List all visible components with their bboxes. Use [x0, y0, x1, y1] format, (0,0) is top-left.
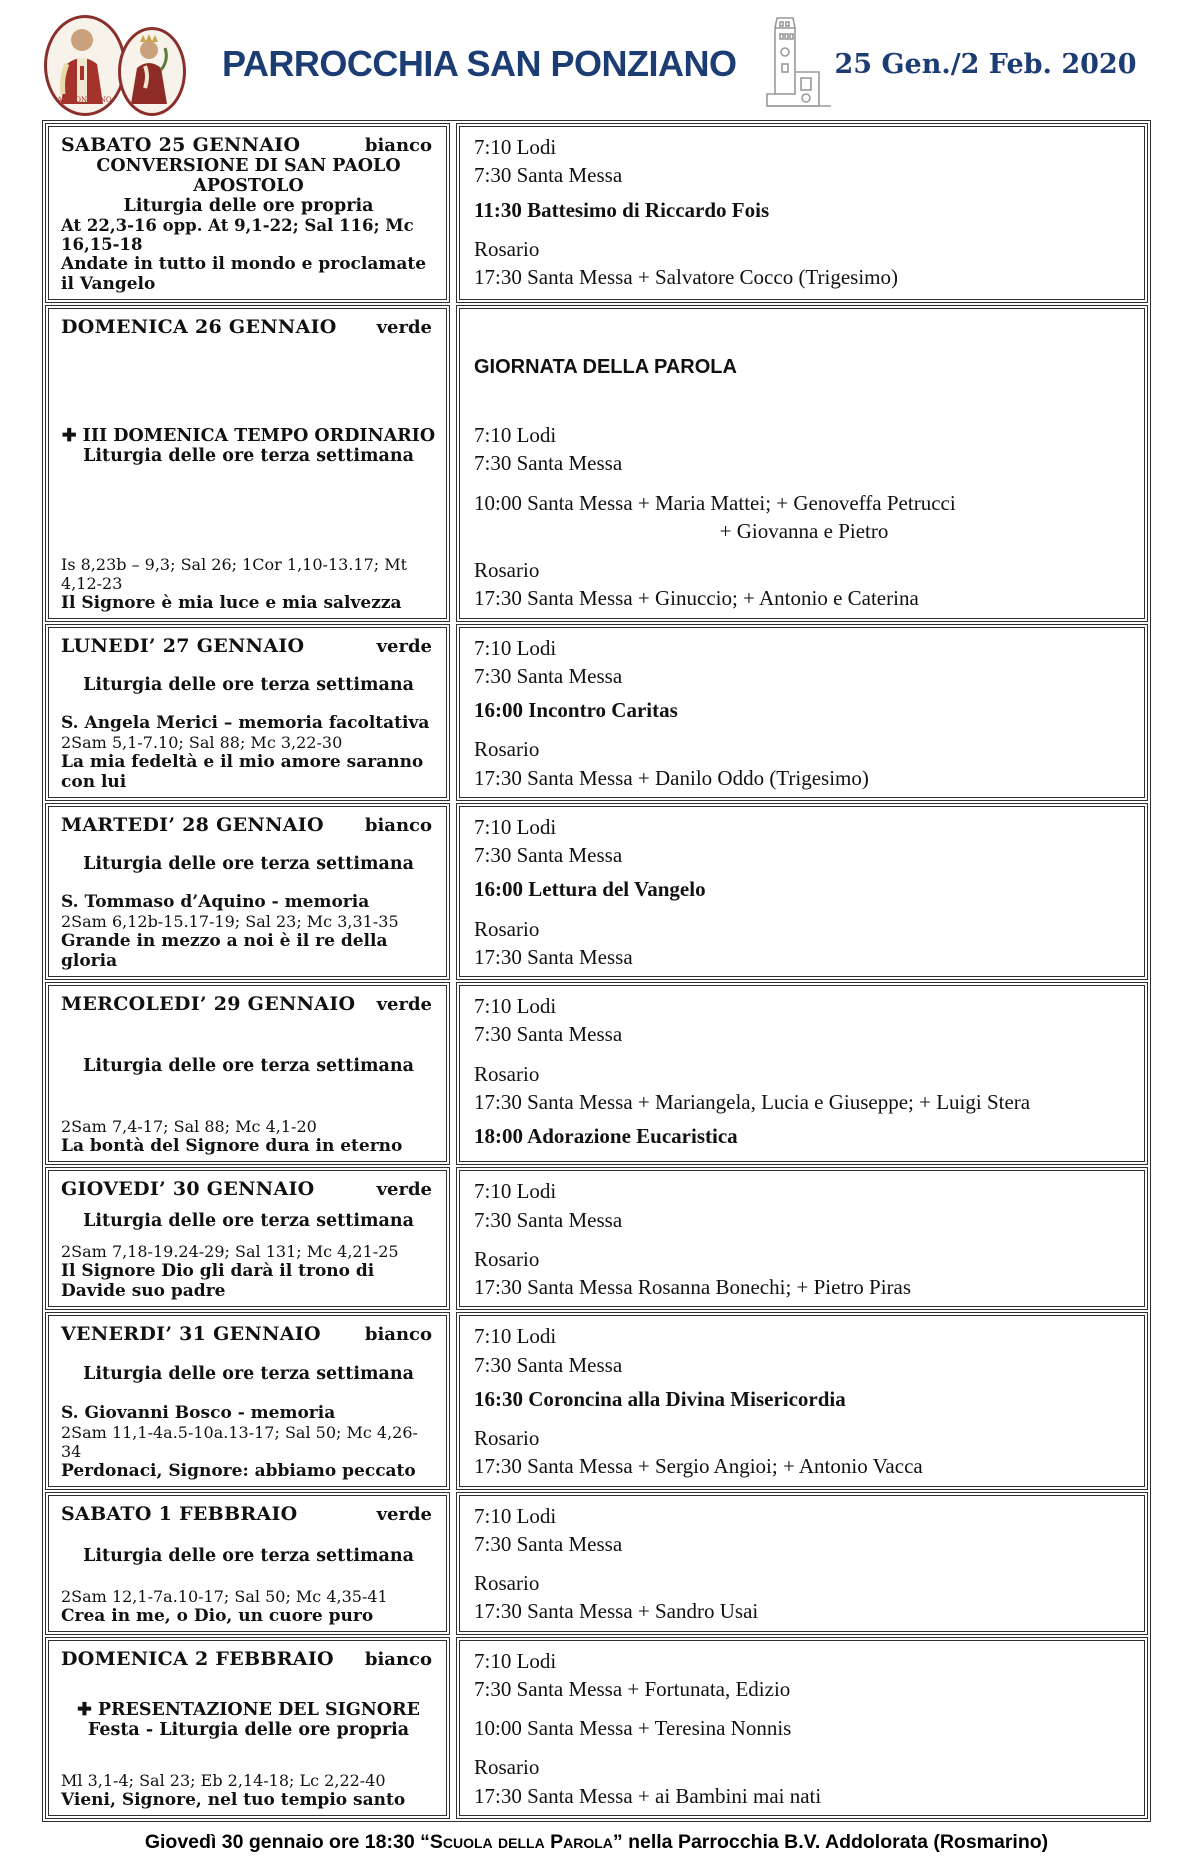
day-info-cell: [45, 1637, 450, 1819]
liturgical-color: verde: [376, 317, 432, 338]
day-events-cell: [456, 1167, 1148, 1310]
day-info-cell: [45, 123, 450, 303]
event-line: 7:30 Santa Messa: [474, 843, 623, 867]
event-line: 7:30 Santa Messa: [474, 1207, 623, 1232]
crowned-saint-medallion-icon: [118, 27, 186, 116]
antiphon: La mia fedeltà e il mio amore saranno con lui: [61, 751, 424, 792]
readings: 2Sam 5,1-7.10; Sal 88; Mc 3,22-30: [61, 732, 343, 752]
readings: 2Sam 12,1-7a.10-17; Sal 50; Mc 4,35-41: [61, 1586, 388, 1606]
event-line: 17:30 Santa Messa + Danilo Oddo (Trigesimo): [474, 765, 869, 790]
event-line: 17:30 Santa Messa + Sandro Usai: [474, 1599, 759, 1624]
liturgical-color: verde: [376, 1503, 432, 1525]
day-info-cell: [45, 1312, 450, 1489]
day-events-cell: [456, 1492, 1148, 1635]
readings-block: [61, 216, 436, 294]
memoria: S. Tommaso d’Aquino - memoria: [61, 892, 370, 912]
readings: At 22,3-16 opp. At 9,1-22; Sal 116; Mc 16,15-18: [61, 216, 414, 254]
event-line: 7:10 Lodi: [474, 1179, 557, 1204]
day-header: [61, 134, 436, 156]
day-row: [45, 123, 1148, 303]
event-line: Rosario: [474, 737, 540, 762]
event-line: 17:30 Santa Messa + Sergio Angioi; + Antonio Vacca: [474, 1454, 923, 1479]
memoria: S. Giovanni Bosco - memoria: [61, 1402, 336, 1423]
feast-block: [61, 1546, 436, 1566]
event-line: 16:30 Coroncina alla Divina Misericordia: [474, 1386, 846, 1411]
antiphon: Il Signore è mia luce e mia salvezza: [61, 592, 402, 613]
day-info-cell: [45, 624, 450, 801]
day-events-cell: [456, 803, 1148, 980]
readings: 2Sam 7,4-17; Sal 88; Mc 4,1-20: [61, 1117, 317, 1137]
liturgical-color: verde: [376, 994, 432, 1015]
event-line: 7:10 Lodi: [474, 635, 557, 660]
page-title: PARROCCHIA SAN PONZIANO: [222, 43, 737, 84]
antiphon: Perdonaci, Signore: abbiamo peccato: [61, 1460, 416, 1481]
event-line: 7:30 Santa Messa: [474, 663, 623, 688]
day-header: [61, 814, 436, 836]
day-row: [45, 1492, 1148, 1635]
liturgical-color: bianco: [364, 1324, 432, 1346]
readings-block: [61, 1117, 436, 1156]
event-line: + Giovanna e Pietro: [719, 518, 889, 543]
bulletin-header: [42, 12, 1151, 116]
antiphon: La bontà del Signore dura in eterno: [61, 1136, 403, 1157]
readings-block: [61, 555, 436, 613]
day-name: VENERDI’ 31 GENNAIO: [61, 1323, 321, 1346]
feast-block: [61, 1056, 436, 1076]
event-line: 7:10 Lodi: [474, 1324, 557, 1349]
feast-title: ✚ III DOMENICA TEMPO ORDINARIO: [61, 426, 436, 447]
event-line: GIORNATA DELLA PAROLA: [474, 355, 737, 378]
day-row: [45, 1167, 1148, 1310]
liturgy-note: Festa - Liturgia delle ore propria: [87, 1720, 410, 1741]
event-line: Rosario: [474, 1246, 540, 1271]
feast-block: [61, 426, 436, 466]
church-tower-icon: [753, 14, 835, 114]
saint-pontian-medallion-icon: [44, 15, 126, 116]
day-name: MARTEDI’ 28 GENNAIO: [61, 813, 324, 836]
saint-pontian-figure-icon: [47, 18, 117, 107]
day-events-cell: [456, 305, 1148, 622]
feast-block: [61, 854, 436, 874]
day-header: [61, 1648, 436, 1670]
readings-block: [61, 1771, 436, 1810]
event-line: 7:30 Santa Messa: [474, 1531, 623, 1556]
readings-block: [61, 713, 436, 792]
antiphon: Vieni, Signore, nel tuo tempio santo: [61, 1789, 406, 1810]
day-name: MERCOLEDI’ 29 GENNAIO: [61, 993, 356, 1015]
liturgy-note: Liturgia delle ore terza settimana: [83, 674, 414, 695]
antiphon: Crea in me, o Dio, un cuore puro: [61, 1605, 374, 1626]
date-range: 25 Gen./2 Feb. 2020: [834, 48, 1137, 80]
feast-title: CONVERSIONE DI SAN PAOLO APOSTOLO: [96, 156, 401, 196]
day-name: SABATO 25 GENNAIO: [61, 134, 301, 156]
event-line: 16:00 Incontro Caritas: [474, 698, 678, 722]
event-line: 10:00 Santa Messa + Teresina Nonnis: [474, 1716, 792, 1740]
event-line: 7:10 Lodi: [474, 994, 557, 1018]
liturgy-note: Liturgia delle ore terza settimana: [83, 1056, 414, 1077]
readings-block: [61, 1587, 436, 1626]
event-line: Rosario: [474, 1426, 540, 1450]
event-line: 7:30 Santa Messa: [474, 163, 623, 188]
day-events-cell: [456, 624, 1148, 801]
readings: 2Sam 6,12b-15.17-19; Sal 23; Mc 3,31-35: [61, 912, 399, 931]
event-line: 7:30 Santa Messa: [474, 1352, 623, 1377]
liturgy-note: Liturgia delle ore terza settimana: [83, 853, 414, 874]
day-row: [45, 1637, 1148, 1819]
readings: 2Sam 7,18-19.24-29; Sal 131; Mc 4,21-25: [61, 1242, 399, 1262]
day-events-cell: [456, 1637, 1148, 1819]
liturgy-note: Liturgia delle ore propria: [123, 196, 374, 216]
event-line: 18:00 Adorazione Eucaristica: [474, 1124, 738, 1148]
day-header: [61, 1503, 436, 1525]
readings-block: [61, 1403, 436, 1481]
crowned-saint-figure-icon: [121, 30, 177, 107]
weekly-schedule-table: [42, 120, 1151, 1822]
day-info-cell: [45, 982, 450, 1165]
event-line: 17:30 Santa Messa + ai Bambini mai nati: [474, 1783, 822, 1808]
saint-medallions: [42, 13, 200, 115]
readings-block: [61, 1242, 436, 1301]
readings: Ml 3,1-4; Sal 23; Eb 2,14-18; Lc 2,22-40: [61, 1770, 386, 1790]
event-line: 7:10 Lodi: [474, 814, 557, 839]
liturgical-color: bianco: [364, 814, 432, 836]
day-name: SABATO 1 FEBBRAIO: [61, 1502, 298, 1525]
event-line: 17:30 Santa Messa: [474, 944, 633, 969]
event-line: 7:10 Lodi: [474, 1648, 557, 1673]
liturgy-note: Liturgia delle ore terza settimana: [83, 1211, 414, 1232]
liturgical-color: verde: [376, 635, 432, 657]
event-line: 7:10 Lodi: [474, 423, 557, 447]
liturgical-color: bianco: [364, 1648, 432, 1670]
readings: 2Sam 11,1-4a.5-10a.13-17; Sal 50; Mc 4,26-34: [61, 1422, 418, 1461]
event-line: 11:30 Battesimo di Riccardo Fois: [474, 197, 770, 222]
readings-block: [61, 892, 436, 971]
day-name: LUNEDI’ 27 GENNAIO: [61, 634, 305, 657]
day-row: [45, 305, 1148, 622]
day-row: [45, 803, 1148, 980]
day-events-cell: [456, 1312, 1148, 1489]
antiphon: Il Signore Dio gli darà il trono di Davide suo padre: [61, 1261, 375, 1302]
day-name: DOMENICA 2 FEBBRAIO: [61, 1647, 334, 1670]
footer-event-name: Scuola della Parola: [429, 1830, 613, 1853]
antiphon: Grande in mezzo a noi è il re della gloria: [61, 931, 388, 971]
feast-block: [61, 675, 436, 695]
day-header: [61, 993, 436, 1015]
event-line: Rosario: [474, 1755, 540, 1780]
event-line: Rosario: [474, 1061, 540, 1086]
liturgy-note: Liturgia delle ore terza settimana: [83, 1545, 414, 1566]
day-events-cell: [456, 982, 1148, 1165]
day-info-cell: [45, 1492, 450, 1635]
day-name: DOMENICA 26 GENNAIO: [61, 316, 337, 338]
day-events-cell: [456, 123, 1148, 303]
event-line: Rosario: [474, 1571, 540, 1595]
event-line: Rosario: [474, 558, 540, 582]
footer-text-prefix: Giovedì 30 gennaio ore 18:30 “: [144, 1830, 430, 1853]
feast-block: [61, 156, 436, 216]
event-line: 7:10 Lodi: [474, 1503, 557, 1528]
memoria: S. Angela Merici – memoria facoltativa: [61, 712, 430, 733]
event-line: 17:30 Santa Messa + Ginuccio; + Antonio e Caterina: [474, 586, 919, 611]
event-line: 7:30 Santa Messa + Fortunata, Edizio: [474, 1676, 791, 1701]
event-line: 17:30 Santa Messa Rosanna Bonechi; + Pietro Piras: [474, 1275, 912, 1299]
day-header: [61, 1178, 436, 1200]
event-line: 17:30 Santa Messa + Mariangela, Lucia e Giuseppe; + Luigi Stera: [474, 1089, 1031, 1114]
liturgy-note: Liturgia delle ore terza settimana: [83, 446, 414, 467]
event-line: 7:30 Santa Messa: [474, 451, 623, 476]
day-row: [45, 1312, 1148, 1489]
footer-announcement: [42, 1831, 1151, 1854]
event-line: 7:30 Santa Messa: [474, 1022, 623, 1047]
day-info-cell: [45, 803, 450, 980]
day-header: [61, 1323, 436, 1345]
event-line: 7:10 Lodi: [474, 135, 557, 159]
day-row: [45, 624, 1148, 801]
liturgical-color: bianco: [364, 135, 432, 156]
feast-block: [61, 1364, 436, 1384]
event-line: 10:00 Santa Messa + Maria Mattei; + Genoveffa Petrucci: [474, 490, 956, 515]
footer-text-suffix: ” nella Parrocchia B.V. Addolorata (Rosmarino): [612, 1830, 1049, 1853]
feast-block: [61, 1700, 436, 1740]
day-info-cell: [45, 305, 450, 622]
event-line: 16:00 Lettura del Vangelo: [474, 877, 706, 902]
medallion-caption: SAN PONZIANO: [52, 96, 112, 104]
day-info-cell: [45, 1167, 450, 1310]
day-header: [61, 635, 436, 657]
event-line: 17:30 Santa Messa + Salvatore Cocco (Trigesimo): [474, 265, 899, 289]
liturgy-note: Liturgia delle ore terza settimana: [83, 1363, 414, 1384]
feast-block: [61, 1211, 436, 1231]
antiphon: Andate in tutto il mondo e proclamate il Vangelo: [61, 254, 427, 294]
day-row: [45, 982, 1148, 1165]
day-header: [61, 316, 436, 338]
event-line: Rosario: [474, 916, 540, 941]
readings: Is 8,23b – 9,3; Sal 26; 1Cor 1,10-13.17; Mt 4,12-23: [61, 554, 408, 593]
day-name: GIOVEDI’ 30 GENNAIO: [61, 1178, 315, 1201]
event-line: Rosario: [474, 236, 540, 261]
liturgical-color: verde: [376, 1179, 432, 1201]
feast-title: ✚ PRESENTAZIONE DEL SIGNORE: [77, 1700, 420, 1721]
